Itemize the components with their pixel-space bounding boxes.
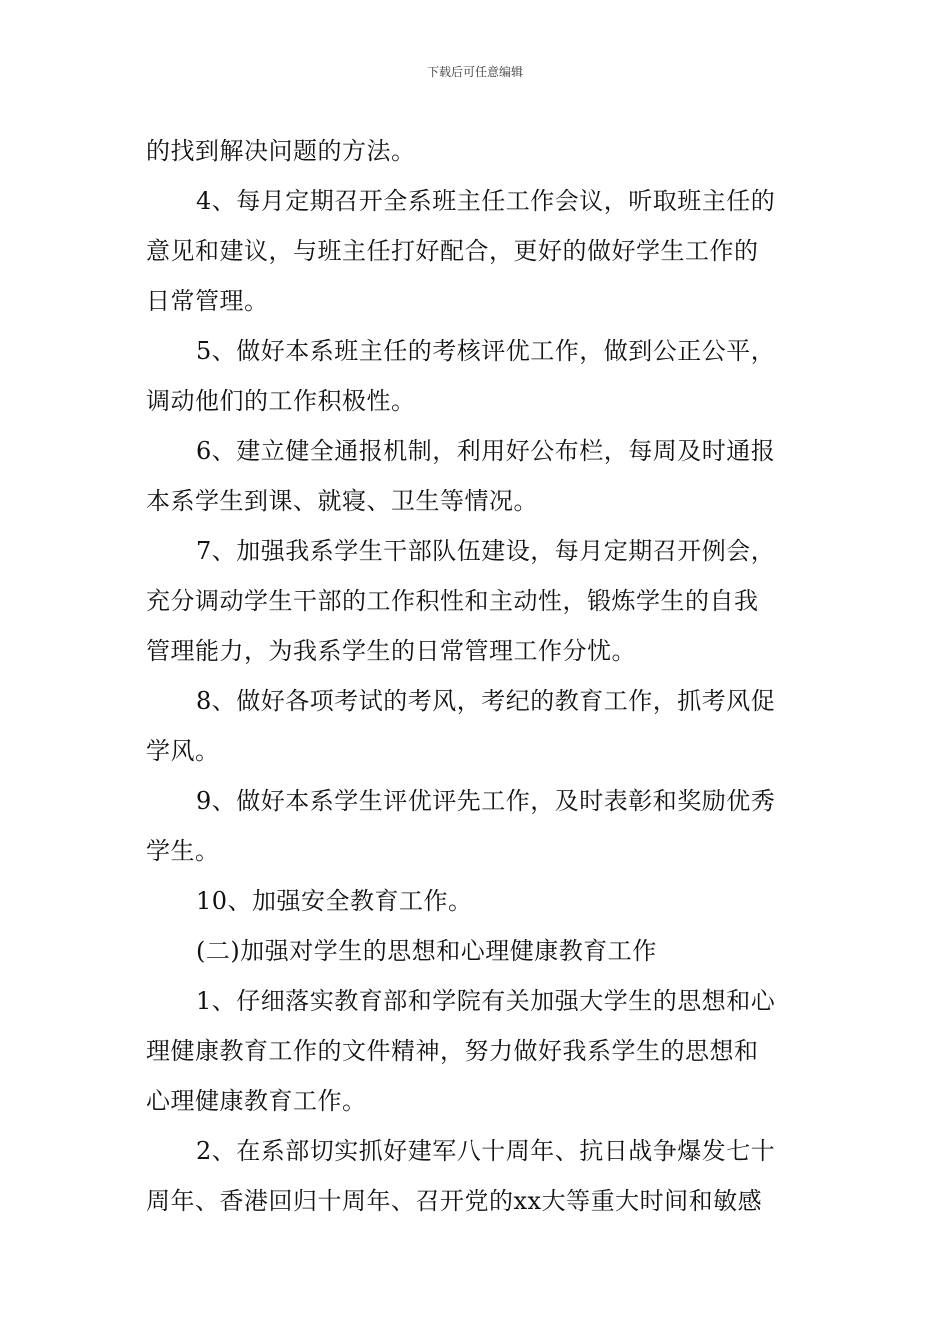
text-line: 7、加强我系学生干部队伍建设，每月定期召开例会， xyxy=(196,537,776,565)
section-heading: (二)加强对学生的思想和心理健康教育工作 xyxy=(196,937,657,965)
text-line: 周年、香港回归十周年、召开党的xx大等重大时间和敏感 xyxy=(146,1187,763,1215)
text-line: 8、做好各项考试的考风，考纪的教育工作，抓考风促 xyxy=(196,687,776,715)
text-line: 5、做好本系班主任的考核评优工作，做到公正公平， xyxy=(196,337,776,365)
text-line: 心理健康教育工作。 xyxy=(146,1087,367,1115)
text-line: 意见和建议，与班主任打好配合，更好的做好学生工作的 xyxy=(146,237,759,265)
text-line: 的找到解决问题的方法。 xyxy=(146,137,416,165)
text-line: 充分调动学生干部的工作积性和主动性，锻炼学生的自我 xyxy=(146,587,759,615)
text-line: 管理能力，为我系学生的日常管理工作分忧。 xyxy=(146,637,636,665)
text-line: 6、建立健全通报机制，利用好公布栏，每周及时通报 xyxy=(196,437,776,465)
text-line: 10、加强安全教育工作。 xyxy=(196,887,473,915)
text-line: 4、每月定期召开全系班主任工作会议，听取班主任的 xyxy=(196,187,776,215)
text-line: 1、仔细落实教育部和学院有关加强大学生的思想和心 xyxy=(196,987,776,1015)
text-line: 学风。 xyxy=(146,737,220,765)
text-line: 本系学生到课、就寝、卫生等情况。 xyxy=(146,487,538,515)
text-line: 理健康教育工作的文件精神，努力做好我系学生的思想和 xyxy=(146,1037,759,1065)
text-line: 学生。 xyxy=(146,837,220,865)
text-line: 日常管理。 xyxy=(146,287,269,315)
document-body xyxy=(146,126,806,1226)
text-line: 9、做好本系学生评优评先工作，及时表彰和奖励优秀 xyxy=(196,787,776,815)
text-line: 2、在系部切实抓好建军八十周年、抗日战争爆发七十 xyxy=(196,1137,776,1165)
page-header: 下载后可任意编辑 xyxy=(426,65,523,79)
text-line: 调动他们的工作积极性。 xyxy=(146,387,416,415)
